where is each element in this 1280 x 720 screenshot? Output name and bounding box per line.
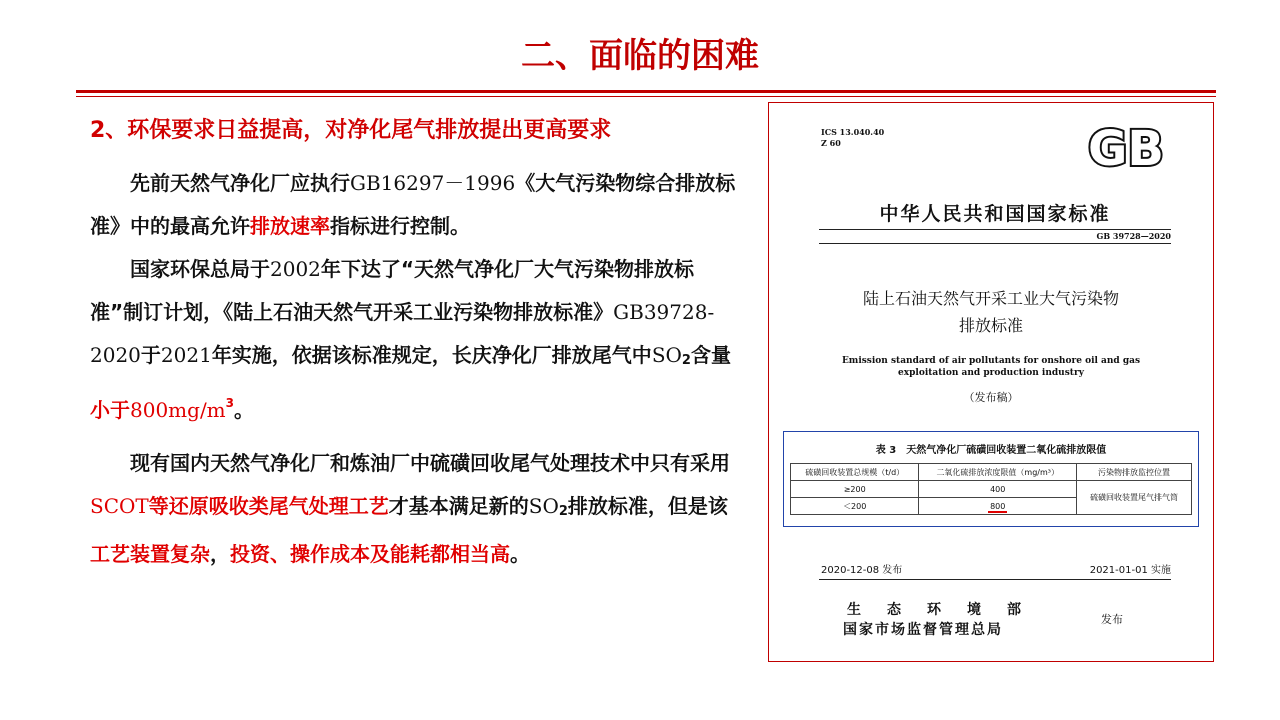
table-header-row <box>791 464 1192 481</box>
text-run: 。 <box>510 542 530 566</box>
document-title-line: 陆上石油天然气开采工业大气污染物 <box>862 289 1119 308</box>
text-run: 于 <box>140 343 161 367</box>
draft-label: （发布稿） <box>963 391 1019 404</box>
text-run: 才基本满足新的 <box>388 494 529 518</box>
text-run: 排放标准，但是该 <box>567 494 728 518</box>
issuer-ministry: 生态环境部 <box>847 602 1047 618</box>
superscript: 3 <box>225 396 235 410</box>
standard-code: GB39728-2020 <box>90 300 715 367</box>
highlight-emission-rate: 排放速率 <box>250 214 330 238</box>
z-number: Z 60 <box>821 138 841 148</box>
title-divider-thin <box>76 96 1216 97</box>
table-header: 二氧化硫排放浓度限值（mg/m³） <box>919 464 1077 481</box>
footer-rule <box>819 579 1171 580</box>
gb-logo-text: GB <box>1088 123 1164 173</box>
highlight-scot: SCOT <box>90 494 149 518</box>
gb-logo <box>1079 123 1173 173</box>
gb-number: GB 39728—2020 <box>1096 231 1171 241</box>
header-rule <box>819 243 1171 244</box>
year-text: 2002 <box>270 257 321 281</box>
publish-date: 2020-12-08 发布 <box>821 565 903 576</box>
subscript: 2 <box>681 353 691 368</box>
year-text: 2021 <box>160 343 212 367</box>
title-divider-thick <box>76 90 1216 93</box>
so2-text: SO <box>651 343 682 367</box>
text-run: 国家环保总局于 <box>130 257 270 281</box>
document-title-line: 排放标准 <box>958 316 1023 335</box>
so2-text: SO <box>528 494 559 518</box>
slide-title: 二、面临的困难 <box>521 36 759 76</box>
highlight-cost: 投资、操作成本及能耗都相当高 <box>230 542 510 566</box>
highlight-limit-value: 800mg/m <box>130 398 226 422</box>
ics-code <box>821 127 884 149</box>
table-header: 污染物排放监控位置 <box>1077 464 1192 481</box>
text-run: 含量 <box>690 343 731 367</box>
text-run: 先前天然气净化厂应执行 <box>130 171 350 195</box>
highlight-less-than: 小于 <box>90 398 130 422</box>
standard-code: GB16297－1996 <box>350 171 516 195</box>
emission-limit-table-box <box>783 431 1199 527</box>
text-run: 指标进行控制。 <box>330 214 470 238</box>
table-cell-monitor-location: 硫磺回收装置尾气排气筒 <box>1077 481 1192 515</box>
document-title <box>789 285 1193 339</box>
standard-document-image <box>768 102 1214 662</box>
english-title-line: exploitation and production industry <box>898 368 1084 378</box>
text-run: 。 <box>234 398 255 422</box>
left-text-column <box>90 116 740 576</box>
issue-label: 发布 <box>1101 613 1123 626</box>
section-subheading: 2、环保要求日益提高，对净化尾气排放提出更高要求 <box>90 118 612 143</box>
paragraph-previous-standard <box>90 162 740 248</box>
effective-date: 2021-01-01 实施 <box>1089 565 1171 576</box>
text-run: 年下达了“天然气净化厂大气污染物排放标准”制订计划，《陆上石油天然气开采工业污染物排放标准》 <box>90 257 695 324</box>
paragraph-gap <box>90 432 740 442</box>
text-run: 《大气污染物综合排放标准》中的最高允许 <box>90 171 736 238</box>
text-run: ， <box>210 542 230 566</box>
emission-limit-table <box>790 463 1192 515</box>
paragraph-new-standard <box>90 248 740 432</box>
text-run: 年实施，依据该标准规定，长庆净化厂排放尾气中 <box>211 343 652 367</box>
paragraph-current-process <box>90 442 740 576</box>
table-cell-limit: 400 <box>919 481 1077 498</box>
table-cell-scale: ≥200 <box>791 481 919 498</box>
nation-standard-title: 中华人民共和国国家标准 <box>879 203 1111 225</box>
document-english-title <box>799 355 1183 379</box>
subscript: 2 <box>558 504 568 519</box>
ics-number: ICS 13.040.40 <box>821 127 885 137</box>
table-row <box>791 481 1192 498</box>
issuer-administration: 国家市场监督管理总局 <box>843 622 1003 638</box>
table-header: 硫磺回收装置总规模（t/d） <box>791 464 919 481</box>
text-run: 现有国内天然气净化厂和炼油厂中硫磺回收尾气处理技术中只有采用 <box>130 451 730 475</box>
table-cell-limit <box>919 498 1077 515</box>
header-rule <box>819 229 1171 230</box>
highlight-complex: 工艺装置复杂 <box>90 542 210 566</box>
table-caption: 表 3 天然气净化厂硫磺回收装置二氧化硫排放限值 <box>875 445 1107 456</box>
highlight-process: 等还原吸收类尾气处理工艺 <box>148 494 389 518</box>
english-title-line: Emission standard of air pollutants for onshore oil and gas <box>841 356 1141 366</box>
table-cell-scale: ＜200 <box>791 498 919 515</box>
underlined-limit-800: 800 <box>990 501 1006 511</box>
